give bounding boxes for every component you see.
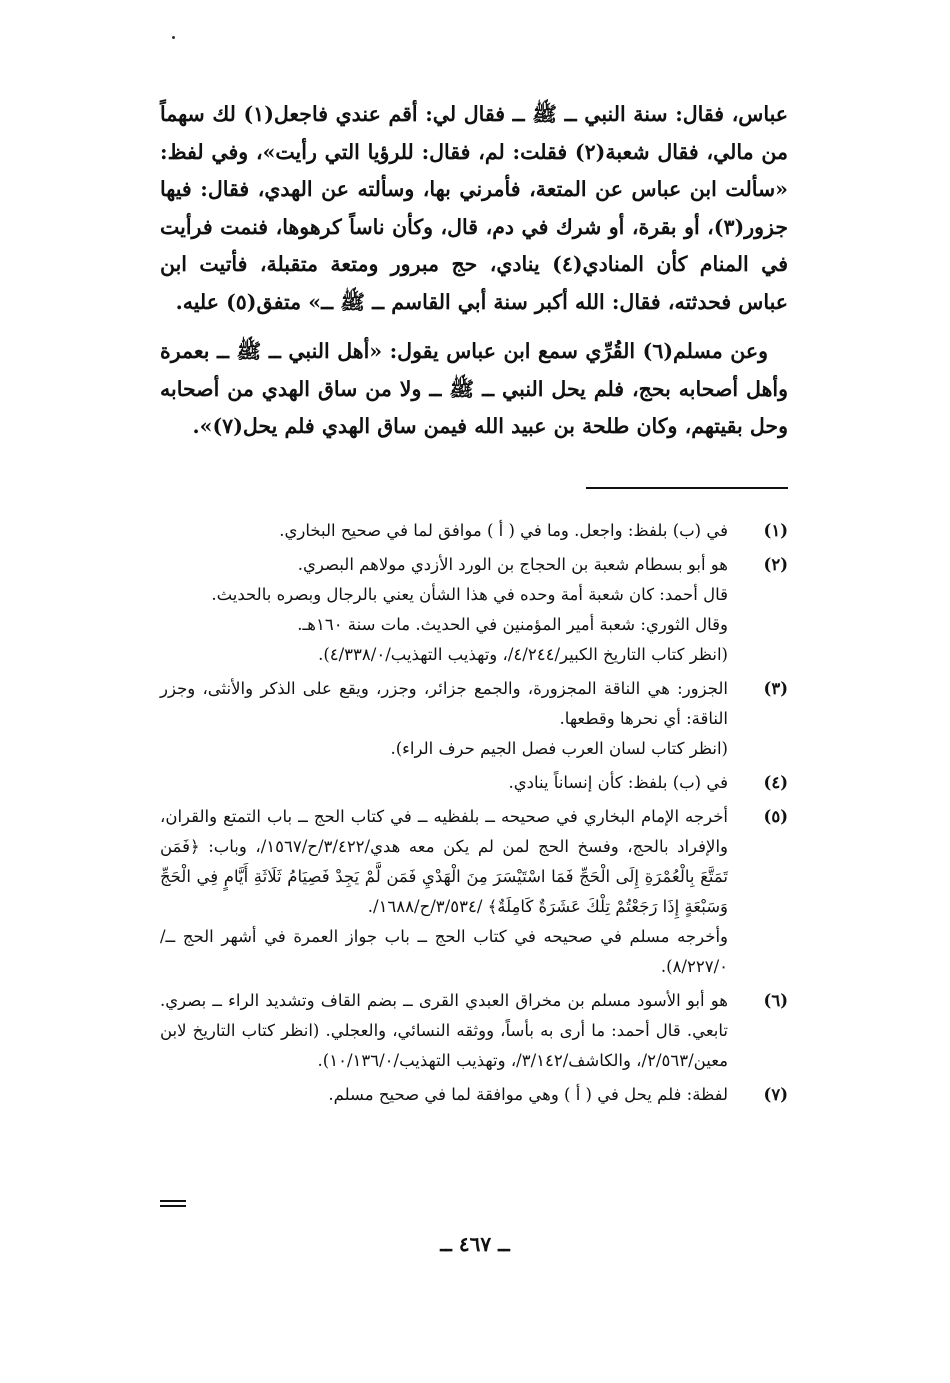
footnote-3 xyxy=(160,674,788,764)
footnote-5 xyxy=(160,802,788,982)
footnote-7 xyxy=(160,1080,788,1110)
footnote-text: (انظر كتاب التاريخ الكبير/٤/٢٤٤/، وتهذيب التهذيب/٤/٣٣٨/٠). xyxy=(318,645,728,664)
footnote-text: لفظة: فلم يحل في ( أ ) وهي موافقة لما في صحيح مسلم. xyxy=(328,1085,728,1104)
footnote-text: قال أحمد: كان شعبة أمة وحده في هذا الشأن يعني بالرجال وبصره بالحديث. xyxy=(211,585,728,604)
footnotes xyxy=(160,516,788,1114)
footnote-text: هو أبو الأسود مسلم بن مخراق العبدي القرى ــ بضم القاف وتشديد الراء ــ بصري. تابعي. قال أحمد: ما أرى به بأساً، ووثقه النسائي، والعجلي. (انظر كتاب التاريخ لابن معين/٢/٥٦٣/، والكاشف/٣/١٤٢/، وتهذيب التهذيب/١٠/١٣٦/٠). xyxy=(160,991,728,1070)
footnote-number: (٦) xyxy=(763,991,788,1010)
footnote-1 xyxy=(160,516,788,546)
footnote-number: (٥) xyxy=(763,807,788,826)
footnote-text: هو أبو بسطام شعبة بن الحجاج بن الورد الأزدي مولاهم البصري. xyxy=(297,555,728,574)
footnote-number: (١) xyxy=(763,521,788,540)
footnote-text: في (ب) بلفظ: واجعل. وما في ( أ ) موافق لما في صحيح البخاري. xyxy=(279,521,728,540)
footnote-text: وقال الثوري: شعبة أمير المؤمنين في الحديث. مات سنة ١٦٠هـ. xyxy=(297,615,728,634)
footnote-2 xyxy=(160,550,788,670)
footnote-text: الجزور: هي الناقة المجزورة، والجمع جزائر، وجزر، ويقع على الذكر والأنثى، وجزر الناقة: أي نحرها وقطعها. xyxy=(160,679,728,728)
footnote-text: في (ب) بلفظ: كأن إنساناً ينادي. xyxy=(508,773,728,792)
footnote-4 xyxy=(160,768,788,798)
footnote-separator xyxy=(586,487,788,489)
end-mark xyxy=(160,1200,186,1210)
footnote-text: (انظر كتاب لسان العرب فصل الجيم حرف الراء). xyxy=(390,739,728,758)
footnote-text: أخرجه الإمام البخاري في صحيحه ــ بلفظيه ــ في كتاب الحج ــ باب التمتع والقران، والإفراد بالحج، وفسخ الحج لمن لم يكن معه هدي/٣/٤٢٢/ح/١٥٦٧/، وباب: ﴿فَمَن تَمَتَّعَ بِالْعُمْرَةِ إِلَى الْحَجِّ فَمَا اسْتَيْسَرَ مِنَ الْهَدْيِ فَمَن لَّمْ يَجِدْ فَصِيَامُ ثَلَاثَةِ أَيَّامٍ فِي الْحَجِّ وَسَبْعَةٍ إِذَا رَجَعْتُمْ تِلْكَ عَشَرَةٌ كَامِلَةٌ﴾ /٣/٥٣٤/ح/١٦٨٨/. xyxy=(160,807,728,916)
main-text xyxy=(160,96,788,446)
footnote-number: (٧) xyxy=(763,1085,788,1104)
main-paragraph-1: عباس، فقال: سنة النبي ــ ﷺ ــ فقال لي: أقم عندي فاجعل(١) لك سهماً من مالي، فقال شعبة(٢) فقلت: لم، فقال: للرؤيا التي رأيت»، وفي لفظ: «سألت ابن عباس عن المتعة، فأمرني بها، وسألته عن الهدي، فقال: فيها جزور(٣)، أو بقرة، أو شرك في دم، قال، وكأن ناساً كرهوها، فنمت فرأيت في المنام كأن المنادي(٤) ينادي، حج مبرور ومتعة متقبلة، فأتيت ابن عباس فحدثته، فقال: الله أكبر سنة أبي القاسم ــ ﷺ ــ» متفق(٥) عليه. xyxy=(160,102,789,314)
main-paragraph-2: وعن مسلم(٦) القُرِّي سمع ابن عباس يقول: «أهل النبي ــ ﷺ ــ بعمرة وأهل أصحابه بحج، فلم يحل النبي ــ ﷺ ــ ولا من ساق الهدي من أصحابه وحل بقيتهم، وكان طلحة بن عبيد الله فيمن ساق الهدي فلم يحل(٧)». xyxy=(160,339,788,438)
footnote-6 xyxy=(160,986,788,1076)
footnote-text: وأخرجه مسلم في صحيحه في كتاب الحج ــ باب جواز العمرة في أشهر الحج ــ/٨/٢٢٧/٠). xyxy=(160,927,728,976)
footnote-number: (٢) xyxy=(763,555,788,574)
scan-speck xyxy=(172,36,175,39)
footnote-number: (٣) xyxy=(763,679,788,698)
page-number: ــ ٤٦٧ ــ xyxy=(440,1232,510,1256)
footnote-number: (٤) xyxy=(763,773,788,792)
